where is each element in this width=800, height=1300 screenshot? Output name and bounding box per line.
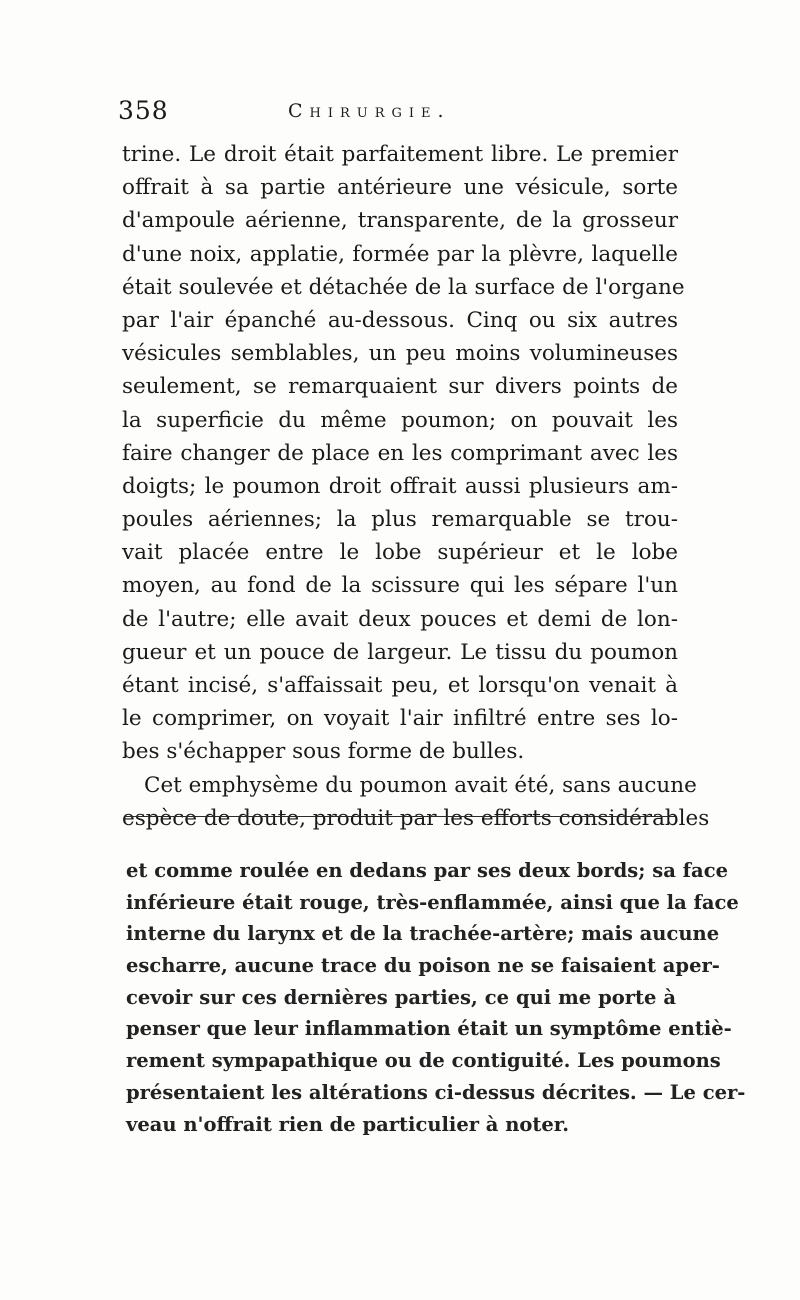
text-line: la superficie du même poumon; on pouvait les [122, 407, 678, 433]
text-line: d'ampoule aérienne, transparente, de la grosseur [122, 208, 678, 234]
text-line: seulement, se remarquaient sur divers points de [122, 374, 678, 400]
footnote-line: veau n'offrait rien de particulier à noter. [126, 1112, 570, 1136]
paragraph-start-line: Cet emphysème du poumon avait été, sans aucune [144, 772, 697, 798]
text-line: trine. Le droit était parfaitement libre. Le premier [122, 142, 678, 167]
footnote-divider [125, 816, 677, 817]
text-line: vait placée entre le lobe supérieur et le lobe [122, 540, 678, 566]
text-line: offrait à sa partie antérieure une vésicule, sorte [122, 175, 678, 201]
text-line: vésicules semblables, un peu moins volumineuses [122, 341, 678, 367]
footnote-line: rement sympapathique ou de contiguité. Les poumons [126, 1049, 721, 1073]
text-line: d'une noix, applatie, formée par la plèvre, laquelle [122, 241, 678, 267]
footnote-line: interne du larynx et de la trachée-artère; mais aucune [126, 922, 720, 946]
text-line: par l'air épanché au-dessous. Cinq ou six autres [122, 307, 678, 333]
text-line: était soulevée et détachée de la surface de l'organe [122, 274, 685, 300]
text-line: gueur et un pouce de largeur. Le tissu du poumon [122, 639, 678, 665]
footnote-line: et comme roulée en dedans par ses deux bords; sa face [126, 859, 728, 882]
text-line: espèce de doute, produit par les efforts considérables [122, 805, 710, 831]
footnote-line: inférieure était rouge, très-enflammée, ainsi que la face [126, 890, 739, 914]
text-line: doigts; le poumon droit offrait aussi plusieurs am- [122, 473, 678, 499]
page-header [118, 96, 678, 132]
page-number: 358 [118, 96, 169, 125]
footnote-line: penser que leur inflammation était un symptôme entiè- [126, 1017, 732, 1041]
running-head: Chirurgie. [288, 100, 451, 122]
text-line: le comprimer, on voyait l'air infiltré entre ses lo- [122, 706, 678, 732]
footnote-line: présentaient les altérations ci-dessus décrites. — Le cer- [126, 1080, 746, 1104]
text-line: poules aériennes; la plus remarquable se trou- [122, 507, 678, 533]
text-line: bes s'échapper sous forme de bulles. [122, 739, 525, 765]
text-line: de l'autre; elle avait deux pouces et demi de lon- [122, 606, 678, 632]
footnote-line: escharre, aucune trace du poison ne se faisaient aper- [126, 954, 720, 978]
text-line: faire changer de place en les comprimant avec les [122, 440, 678, 466]
text-line: étant incisé, s'affaissait peu, et lorsqu'on venait à [122, 673, 678, 698]
footnote-text-block [126, 855, 746, 1140]
footnote-line: cevoir sur ces dernières parties, ce qui me porte à [126, 985, 676, 1009]
main-text-block [122, 138, 710, 835]
text-line: moyen, au fond de la scissure qui les sépare l'un [122, 573, 678, 599]
